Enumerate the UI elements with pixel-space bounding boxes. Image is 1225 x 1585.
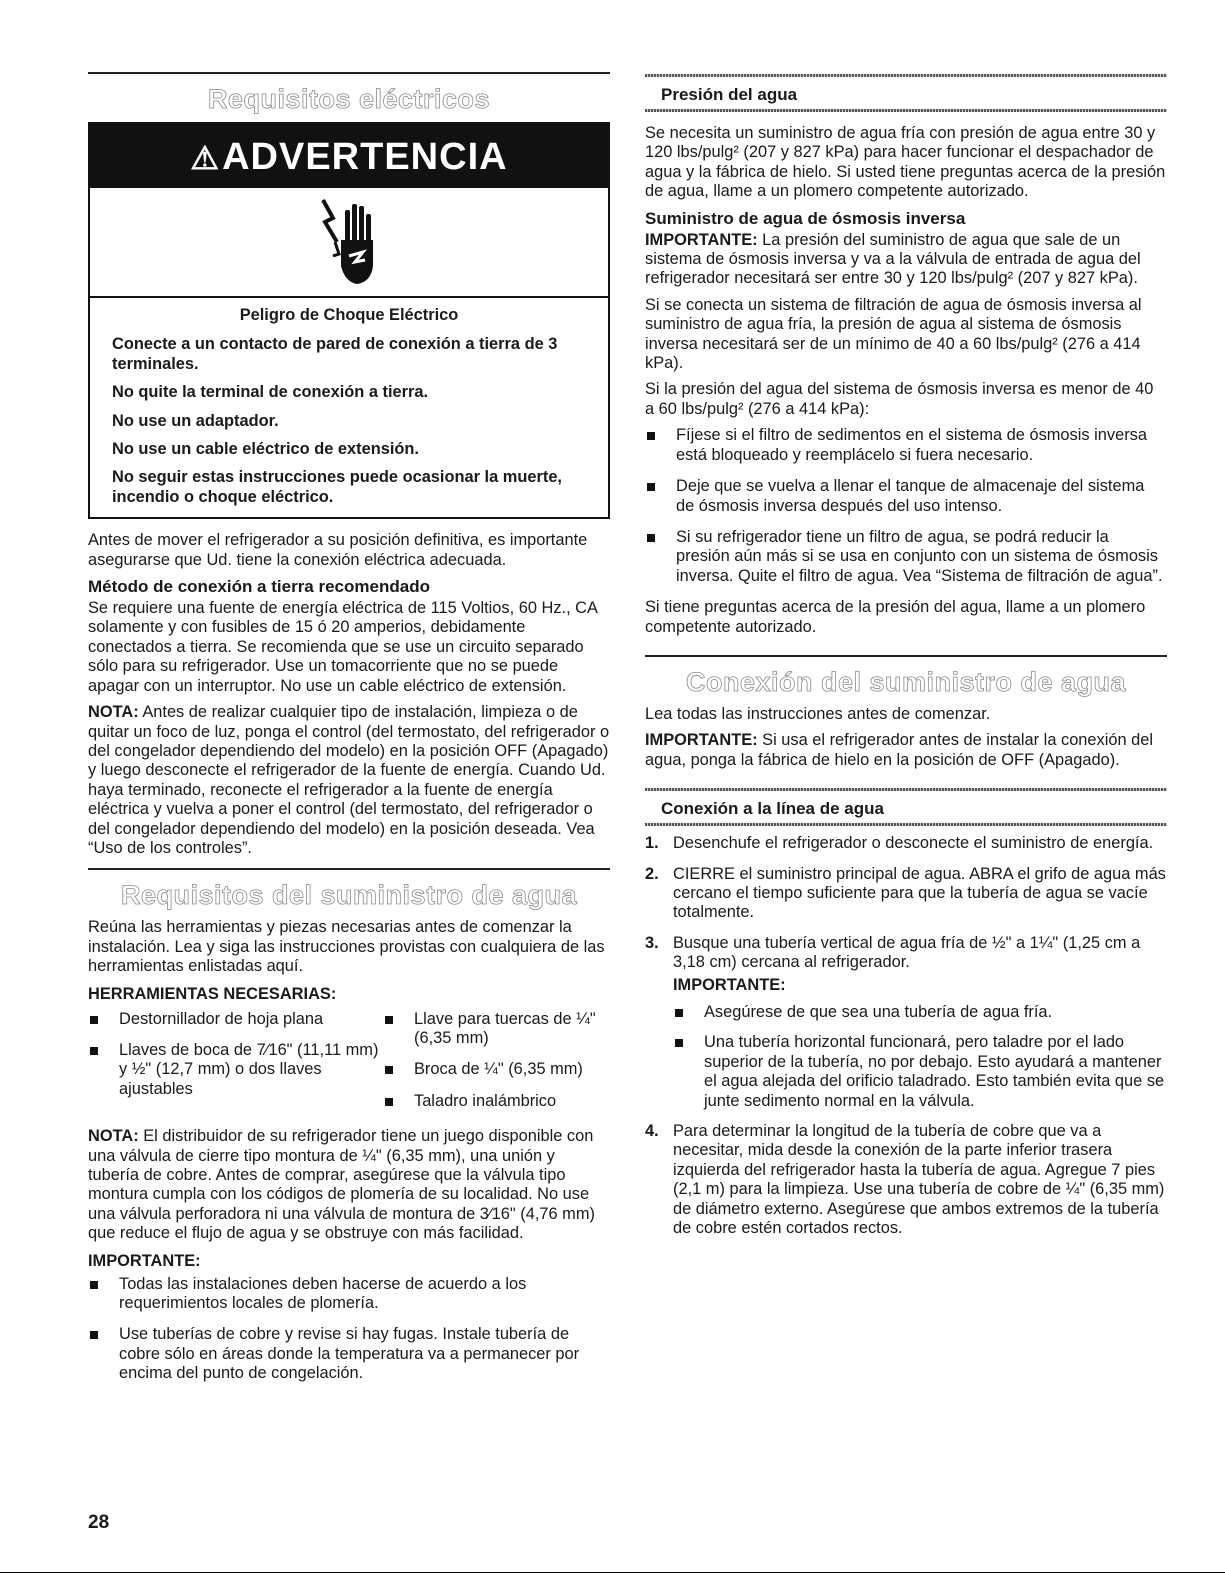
step-item bbox=[645, 1122, 1167, 1238]
section-title-electrical: Requisitos eléctricos bbox=[207, 84, 491, 114]
grounding-text: Se requiere una fuente de energía eléctrica de 115 Voltios, 60 Hz., CA solamente y con fusibles de 15 ó 20 amperios, debidamente conectados a tierra. Se recomienda que se use un circuito separado sólo para su refrigerador. Use un tomacorriente que no se puede apagar con un interruptor. No use un cable eléctrico de extensión. bbox=[88, 599, 598, 695]
note-text: Antes de realizar cualquier tipo de instalación, limpieza o de quitar un foco de luz, ponga el control (del termostato, del refrigerador o del congelador dependiendo del modelo) en la posición OFF (Apagado) y luego desconecte el refrigerador de la fuente de energía. Cuando Ud. haya terminado, reconecte el refrigerador a la fuente de energía eléctrica y vuelva a poner el control (del termostato, del refrigerador o del congelador dependiendo del modelo) en la posición deseada. Vea “Uso de los controles”. bbox=[88, 703, 610, 857]
step-important-heading: IMPORTANTE: bbox=[673, 975, 786, 994]
warning-line: No use un adaptador. bbox=[112, 411, 279, 430]
tools-column-1 bbox=[88, 1010, 383, 1124]
step-important-list bbox=[673, 1003, 1167, 1111]
ro-closing: Si tiene preguntas acerca de la presión del agua, llame a un plomero competente autorizado. bbox=[645, 598, 1146, 636]
water-pressure-heading: Presión del agua bbox=[661, 85, 798, 104]
right-column bbox=[645, 72, 1167, 1249]
water-pressure-text: Se necesita un suministro de agua fría con presión de agua entre 30 y 120 lbs/pulg² (207 y 827 kPa) para hacer funcionar el despachador de agua y la fábrica de hielo. Si usted tiene preguntas acerca de la presión de agua, llame a un plomero competente autorizado. bbox=[645, 124, 1166, 201]
step-item bbox=[645, 834, 1167, 853]
steps-list bbox=[645, 834, 1167, 1238]
important-label: IMPORTANTE: bbox=[645, 230, 758, 249]
ro-item: Fíjese si el filtro de sedimentos en el sistema de ósmosis inversa está bloqueado y reemplácelo si fuera necesario. bbox=[645, 426, 1167, 465]
note-text: El distribuidor de su refrigerador tiene un juego disponible con una válvula de cierre tipo montura de ¼" (6,35 mm), una unión y tubería de cobre. Antes de comprar, asegúrese que la válvula tipo montura cumpla con los códigos de plomería de su localidad. No use una válvula perforadora ni una válvula de montura de 3⁄16" (4,76 mm) que reduce el flujo de agua y se obstruye con más facilidad. bbox=[88, 1127, 595, 1243]
note-paragraph bbox=[88, 703, 610, 858]
grounding-heading: Método de conexión a tierra recomendado bbox=[88, 577, 430, 597]
warning-triangle-icon: ⚠ bbox=[190, 140, 221, 176]
section-divider bbox=[88, 72, 610, 74]
step-important-item: Asegúrese de que sea una tubería de agua fría. bbox=[673, 1003, 1167, 1022]
warning-line: No seguir estas instrucciones puede ocasionar la muerte, incendio o choque eléctrico. bbox=[112, 468, 562, 506]
warning-banner bbox=[90, 124, 608, 188]
important-item: Todas las instalaciones deben hacerse de acuerdo a los requerimientos locales de plomería. bbox=[88, 1275, 610, 1314]
water-supply-intro: Reúna las herramientas y piezas necesarias antes de comenzar la instalación. Lea y siga las instrucciones provistas con cualquiera de las herramientas enlistadas aquí. bbox=[88, 918, 605, 976]
ro-list bbox=[645, 426, 1167, 586]
step-number: 2. bbox=[645, 864, 659, 883]
important-text: Si usa el refrigerador antes de instalar la conexión del agua, ponga la fábrica de hielo en la posición de OFF (Apagado). bbox=[645, 731, 1154, 769]
warning-banner-text: ADVERTENCIA bbox=[222, 136, 508, 178]
important-text: La presión del suministro de agua que sale de un sistema de ósmosis inversa y va a la válvula de entrada de agua del refrigerador necesitará ser entre 30 y 120 lbs/pulg² (207 y 827 kPa). bbox=[645, 230, 1141, 288]
ro-item: Si su refrigerador tiene un filtro de agua, se podrá reducir la presión aún más si se usa en conjunto con un sistema de ósmosis inversa. Quite el filtro de agua. Vea “Sistema de filtración de agua”. bbox=[645, 528, 1167, 586]
left-column bbox=[88, 72, 610, 1396]
tools-list bbox=[88, 1010, 610, 1124]
step-text: Para determinar la longitud de la tubería de cobre que va a necesitar, mida desde la conexión de la parte inferior trasera izquierda del refrigerador hasta la tubería de agua. Agregue 7 pies (2,1 m) para la limpieza. Use una tubería de cobre de ¼" (6,35 mm) de diámetro externo. Asegúrese que ambos extremos de la tubería de cobre estén cortados rectos. bbox=[673, 1122, 1165, 1238]
water-line-heading: Conexión a la línea de agua bbox=[661, 799, 884, 819]
connection-intro: Lea todas las instrucciones antes de comenzar. bbox=[645, 704, 991, 723]
warning-hazard-title: Peligro de Choque Eléctrico bbox=[239, 306, 459, 324]
step-text: Busque una tubería vertical de agua fría de ½" a 1¼" (1,25 cm a 3,18 cm) cercana al refrigerador. bbox=[673, 933, 1141, 972]
ro-important-paragraph bbox=[645, 231, 1167, 289]
warning-line: Conecte a un contacto de pared de conexión a tierra de 3 terminales. bbox=[112, 335, 558, 373]
electric-shock-hand-icon bbox=[319, 196, 379, 288]
band-bottom bbox=[645, 823, 1167, 826]
step-item bbox=[645, 934, 1167, 1111]
tool-item: Llaves de boca de 7⁄16" (11,11 mm) y ½" (12,7 mm) o dos llaves ajustables bbox=[88, 1041, 383, 1099]
ro-paragraph: Si se conecta un sistema de filtración de agua de ósmosis inversa al suministro de agua fría, la presión de agua al sistema de ósmosis inversa necesitará ser de un mínimo de 40 a 60 lbs/pulg² (276 a 414 kPa). bbox=[645, 295, 1142, 373]
warning-icon-area bbox=[90, 188, 608, 298]
important-list bbox=[88, 1275, 610, 1384]
page-number: 28 bbox=[88, 1512, 110, 1533]
tool-item: Destornillador de hoja plana bbox=[88, 1010, 383, 1029]
warning-box bbox=[88, 122, 610, 519]
ro-item: Deje que se vuelva a llenar el tanque de almacenaje del sistema de ósmosis inversa después del uso intenso. bbox=[645, 477, 1167, 516]
step-text: CIERRE el suministro principal de agua. ABRA el grifo de agua más cercano el tiempo suficiente para que la tubería de agua se vacíe totalmente. bbox=[673, 864, 1166, 922]
step-number: 1. bbox=[645, 834, 659, 853]
step-item bbox=[645, 865, 1167, 923]
band-bottom bbox=[645, 109, 1167, 112]
electrical-intro: Antes de mover el refrigerador a su posición definitiva, es importante asegurarse que Ud. tiene la conexión eléctrica adecuada. bbox=[88, 531, 588, 569]
tools-heading: HERRAMIENTAS NECESARIAS: bbox=[88, 984, 337, 1003]
warning-line: No use un cable eléctrico de extensión. bbox=[112, 440, 419, 459]
section-divider bbox=[88, 868, 610, 870]
tool-item: Llave para tuercas de ¼" (6,35 mm) bbox=[383, 1010, 610, 1049]
warning-line: No quite la terminal de conexión a tierra. bbox=[112, 383, 429, 402]
connection-important bbox=[645, 731, 1167, 770]
important-label: IMPORTANTE: bbox=[645, 731, 758, 750]
reverse-osmosis-heading: Suministro de agua de ósmosis inversa bbox=[645, 208, 966, 228]
step-number: 3. bbox=[645, 933, 659, 952]
section-title-water-connection: Conexión del suministro de agua bbox=[685, 666, 1127, 697]
note-label: NOTA: bbox=[88, 1127, 139, 1146]
page-bottom-rule bbox=[0, 1572, 1225, 1573]
step-text: Desenchufe el refrigerador o desconecte el suministro de energía. bbox=[673, 834, 1154, 853]
tools-column-2 bbox=[383, 1010, 610, 1124]
note-label: NOTA: bbox=[88, 703, 139, 722]
section-divider bbox=[645, 655, 1167, 657]
warning-body bbox=[90, 298, 608, 517]
tool-item: Broca de ¼" (6,35 mm) bbox=[383, 1060, 610, 1079]
tool-item: Taladro inalámbrico bbox=[383, 1092, 610, 1111]
step-important-item: Una tubería horizontal funcionará, pero taladre por el lado superior de la tubería, no por debajo. Esto ayudará a mantener el agua alejada del orificio taladrado. Esto también evita que se junte sedimento normal en la válvula. bbox=[673, 1033, 1167, 1111]
note-paragraph bbox=[88, 1127, 610, 1243]
step-number: 4. bbox=[645, 1122, 659, 1141]
section-title-water-supply: Requisitos del suministro de agua bbox=[120, 880, 578, 911]
ro-paragraph: Si la presión del agua del sistema de ósmosis inversa es menor de 40 a 60 lbs/pulg² (276 a 414 kPa): bbox=[645, 380, 1154, 418]
important-heading: IMPORTANTE: bbox=[88, 1251, 201, 1270]
important-item: Use tuberías de cobre y revise si hay fugas. Instale tubería de cobre sólo en áreas donde la temperatura va a permanecer por encima del punto de congelación. bbox=[88, 1325, 610, 1383]
